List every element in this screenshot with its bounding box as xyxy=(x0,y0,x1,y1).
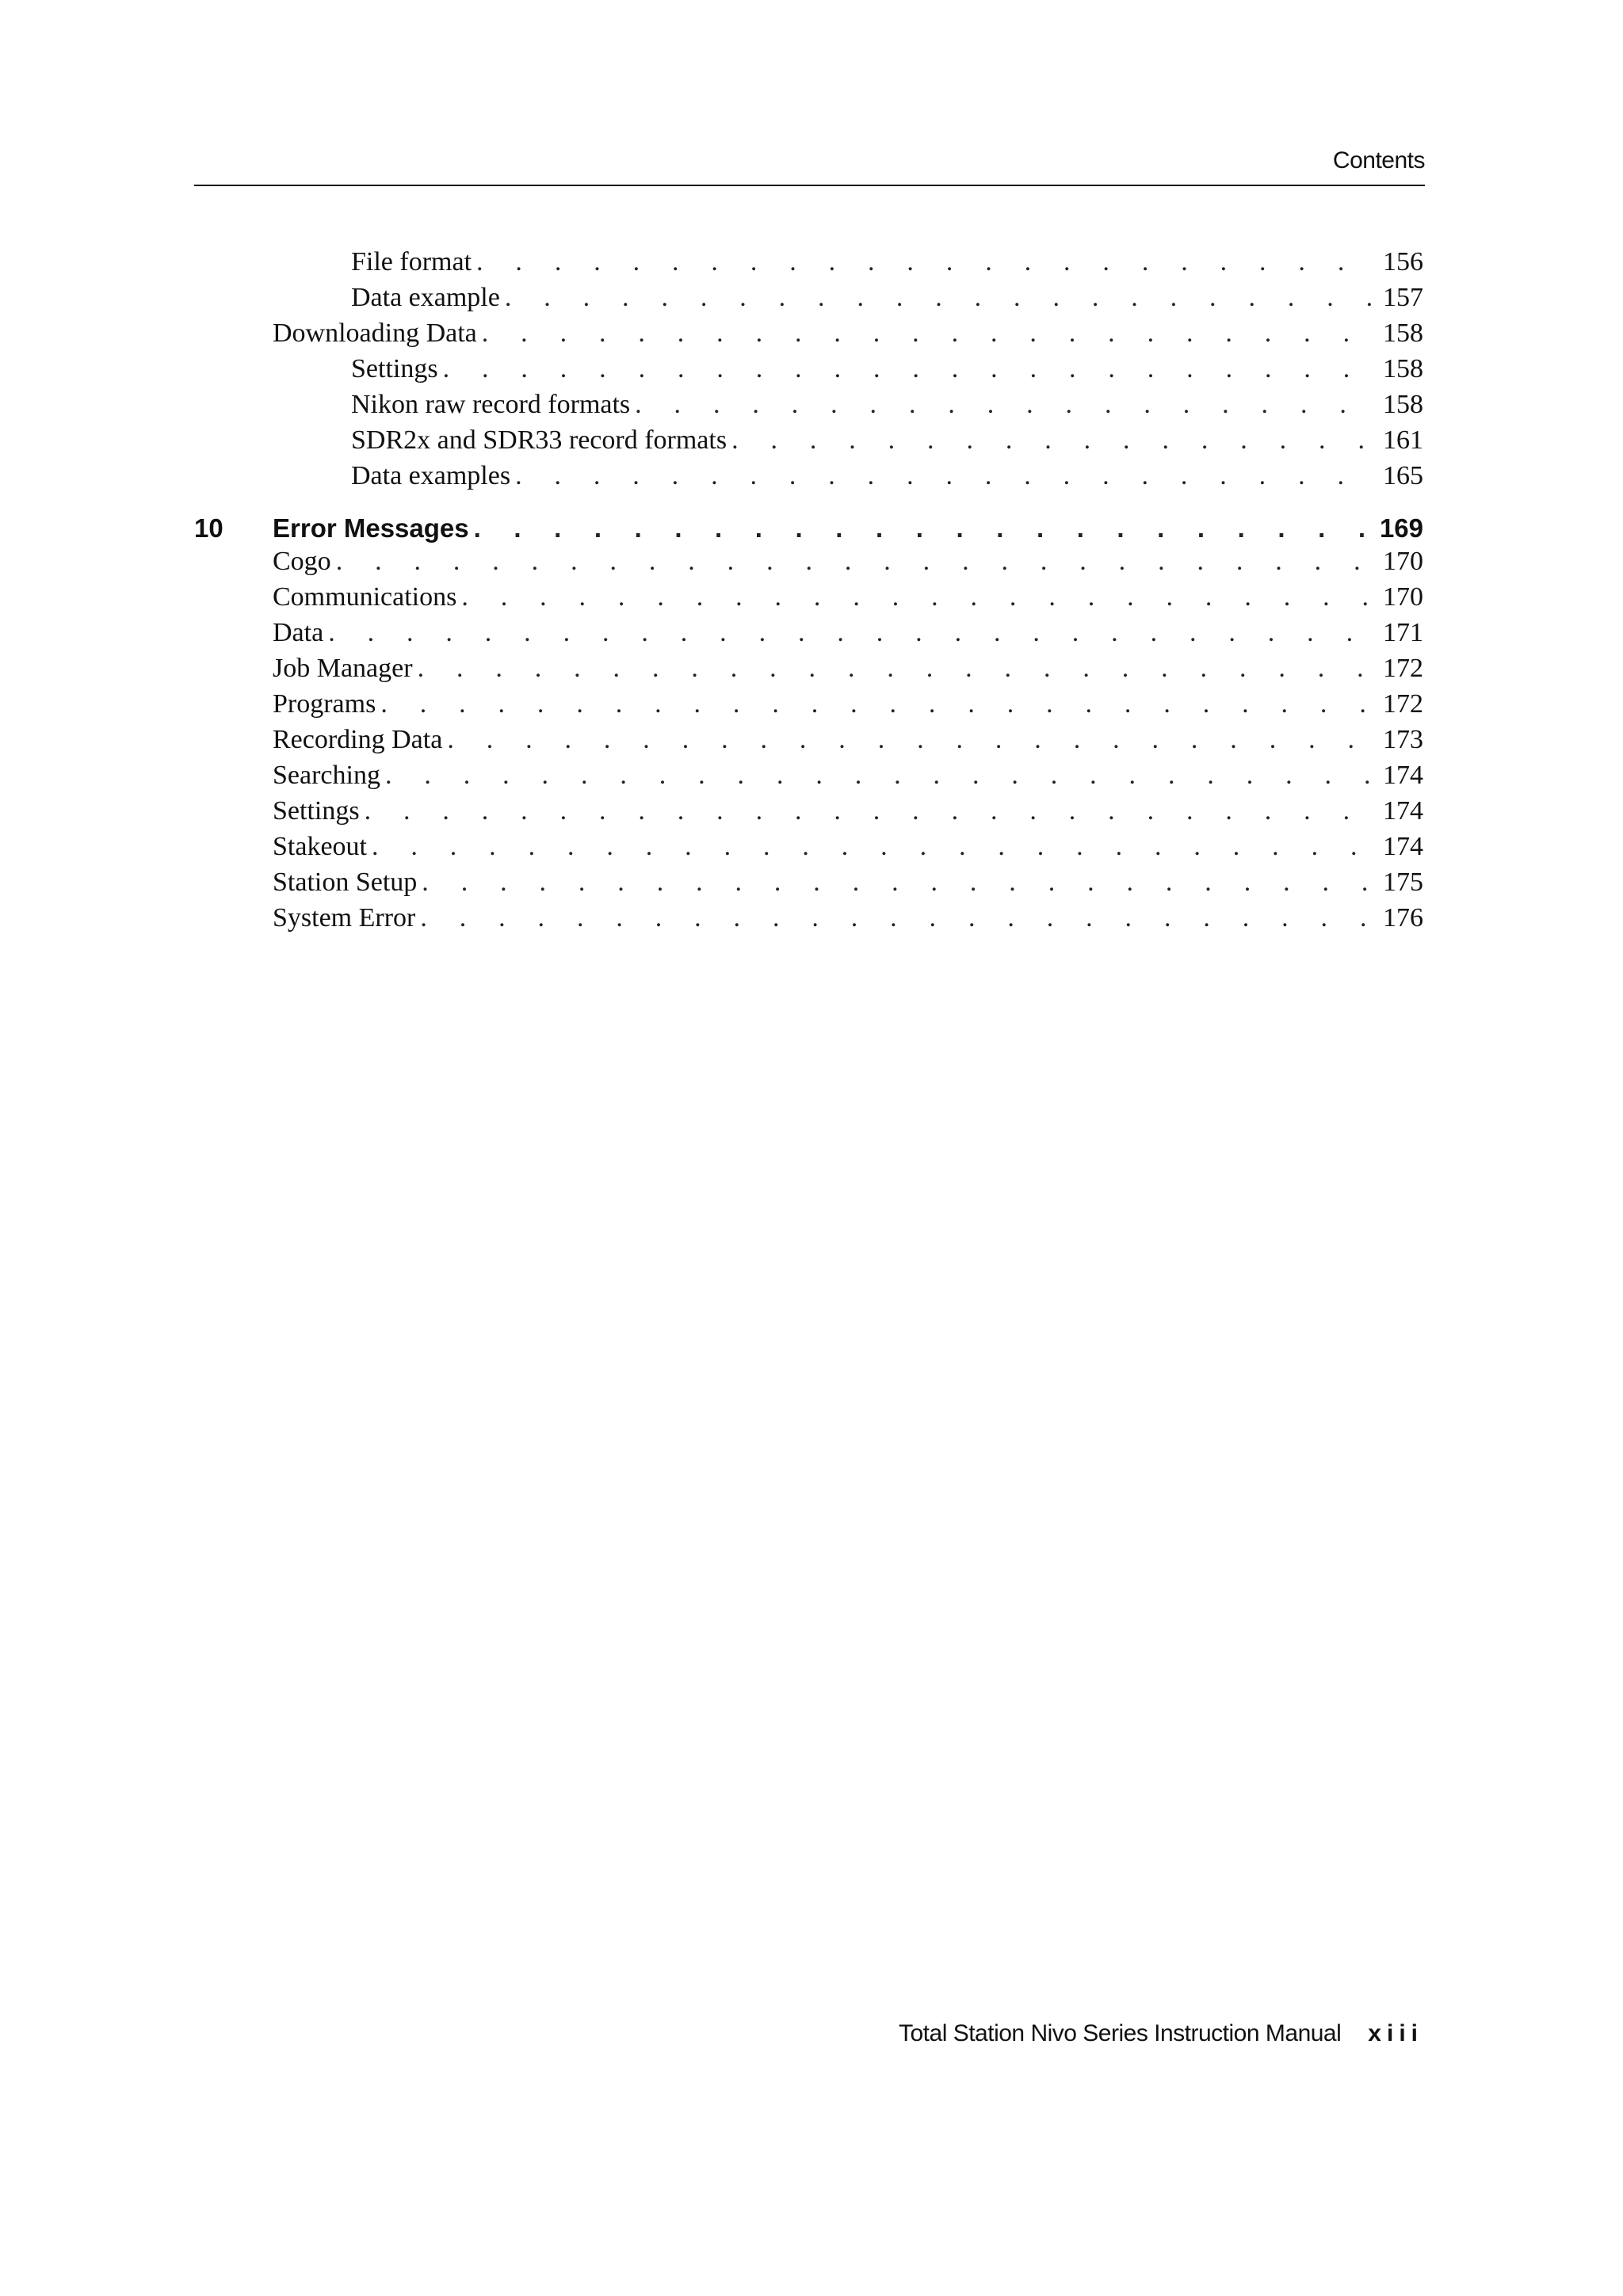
toc-entry-label: Searching xyxy=(273,761,380,790)
toc-entry-label: Nikon raw record formats xyxy=(351,390,631,419)
dot-leader xyxy=(420,900,1373,936)
dot-leader xyxy=(505,280,1373,315)
toc-entry-label: Programs xyxy=(273,689,376,719)
toc-entry-page: 156 xyxy=(1383,247,1423,277)
toc-entry-programs[interactable] xyxy=(273,686,1423,722)
chapter-number: 10 xyxy=(194,513,223,543)
dot-leader xyxy=(515,458,1373,494)
dot-leader xyxy=(422,864,1373,900)
toc-entry-page: 165 xyxy=(1383,461,1423,490)
toc-entry-label: Settings xyxy=(273,796,360,826)
toc-entry-page: 157 xyxy=(1383,283,1423,312)
toc-entry-label: System Error xyxy=(273,903,416,933)
footer-page-number: xiii xyxy=(1368,2020,1423,2046)
header-rule xyxy=(194,185,1425,186)
dot-leader xyxy=(418,650,1373,686)
dot-leader xyxy=(461,579,1373,615)
toc-entry-label: SDR2x and SDR33 record formats xyxy=(351,425,727,455)
toc-entry-label: Cogo xyxy=(273,547,331,576)
dot-leader xyxy=(635,387,1373,422)
footer-manual-title: Total Station Nivo Series Instruction Manual xyxy=(899,2020,1342,2046)
toc-entry-file-format[interactable] xyxy=(351,244,1423,280)
toc-entry-data[interactable] xyxy=(273,615,1423,650)
dot-leader xyxy=(474,510,1370,546)
toc-entry-page: 171 xyxy=(1383,618,1423,647)
toc-entry-page: 170 xyxy=(1383,582,1423,612)
toc-entry-page: 161 xyxy=(1383,425,1423,455)
dot-leader xyxy=(476,244,1373,280)
toc-entry-page: 174 xyxy=(1383,796,1423,826)
toc-entry-data-example[interactable] xyxy=(351,280,1423,315)
toc-entry-searching[interactable] xyxy=(273,757,1423,793)
toc-entry-label: Data xyxy=(273,618,324,647)
toc-entry-label: Communications xyxy=(273,582,457,612)
toc-entry-page: 172 xyxy=(1383,689,1423,719)
toc-entry-recording-data[interactable] xyxy=(273,722,1423,757)
chapter-title: Error Messages xyxy=(273,513,469,543)
dot-leader xyxy=(443,351,1373,387)
toc-entry-label: Station Setup xyxy=(273,868,418,897)
toc-entry-nikon-raw-record-formats[interactable] xyxy=(351,387,1423,422)
toc-entry-page: 170 xyxy=(1383,547,1423,576)
dot-leader xyxy=(731,422,1373,458)
toc-chapter-error-messages[interactable] xyxy=(194,510,1423,546)
toc-entry-label: Stakeout xyxy=(273,832,367,861)
toc-entry-label: Downloading Data xyxy=(273,318,477,348)
dot-leader xyxy=(380,686,1373,722)
toc-entry-page: 174 xyxy=(1383,832,1423,861)
dot-leader xyxy=(372,829,1373,864)
dot-leader xyxy=(385,757,1373,793)
toc-entry-sdr-record-formats[interactable] xyxy=(351,422,1423,458)
toc-entry-downloading-data[interactable] xyxy=(273,315,1423,351)
toc-entry-label: Data examples xyxy=(351,461,511,490)
chapter-page: 169 xyxy=(1379,513,1423,543)
dot-leader xyxy=(447,722,1373,757)
toc-entry-page: 172 xyxy=(1383,654,1423,683)
dot-leader xyxy=(365,793,1373,829)
toc-entry-settings[interactable] xyxy=(351,351,1423,387)
toc-entry-stakeout[interactable] xyxy=(273,829,1423,864)
toc-entry-page: 175 xyxy=(1383,868,1423,897)
toc-entry-label: Recording Data xyxy=(273,725,443,754)
toc-entry-communications[interactable] xyxy=(273,579,1423,615)
dot-leader xyxy=(482,315,1373,351)
toc-entry-page: 176 xyxy=(1383,903,1423,933)
toc-entry-page: 158 xyxy=(1383,318,1423,348)
toc-entry-station-setup[interactable] xyxy=(273,864,1423,900)
toc-entry-label: File format xyxy=(351,247,472,277)
toc-entry-page: 173 xyxy=(1383,725,1423,754)
header-section-title: Contents xyxy=(1332,147,1425,174)
toc-entry-label: Settings xyxy=(351,354,438,383)
toc-entry-page: 158 xyxy=(1383,354,1423,383)
toc-entry-job-manager[interactable] xyxy=(273,650,1423,686)
toc-entry-label: Data example xyxy=(351,283,500,312)
dot-leader xyxy=(328,615,1373,650)
toc-entry-settings-errors[interactable] xyxy=(273,793,1423,829)
toc-entry-label: Job Manager xyxy=(273,654,413,683)
toc-entry-system-error[interactable] xyxy=(273,900,1423,936)
toc-entry-data-examples[interactable] xyxy=(351,458,1423,494)
toc-entry-page: 174 xyxy=(1383,761,1423,790)
dot-leader xyxy=(336,543,1373,579)
page-footer xyxy=(899,2020,1423,2047)
toc-entry-page: 158 xyxy=(1383,390,1423,419)
toc-entry-cogo[interactable] xyxy=(273,543,1423,579)
